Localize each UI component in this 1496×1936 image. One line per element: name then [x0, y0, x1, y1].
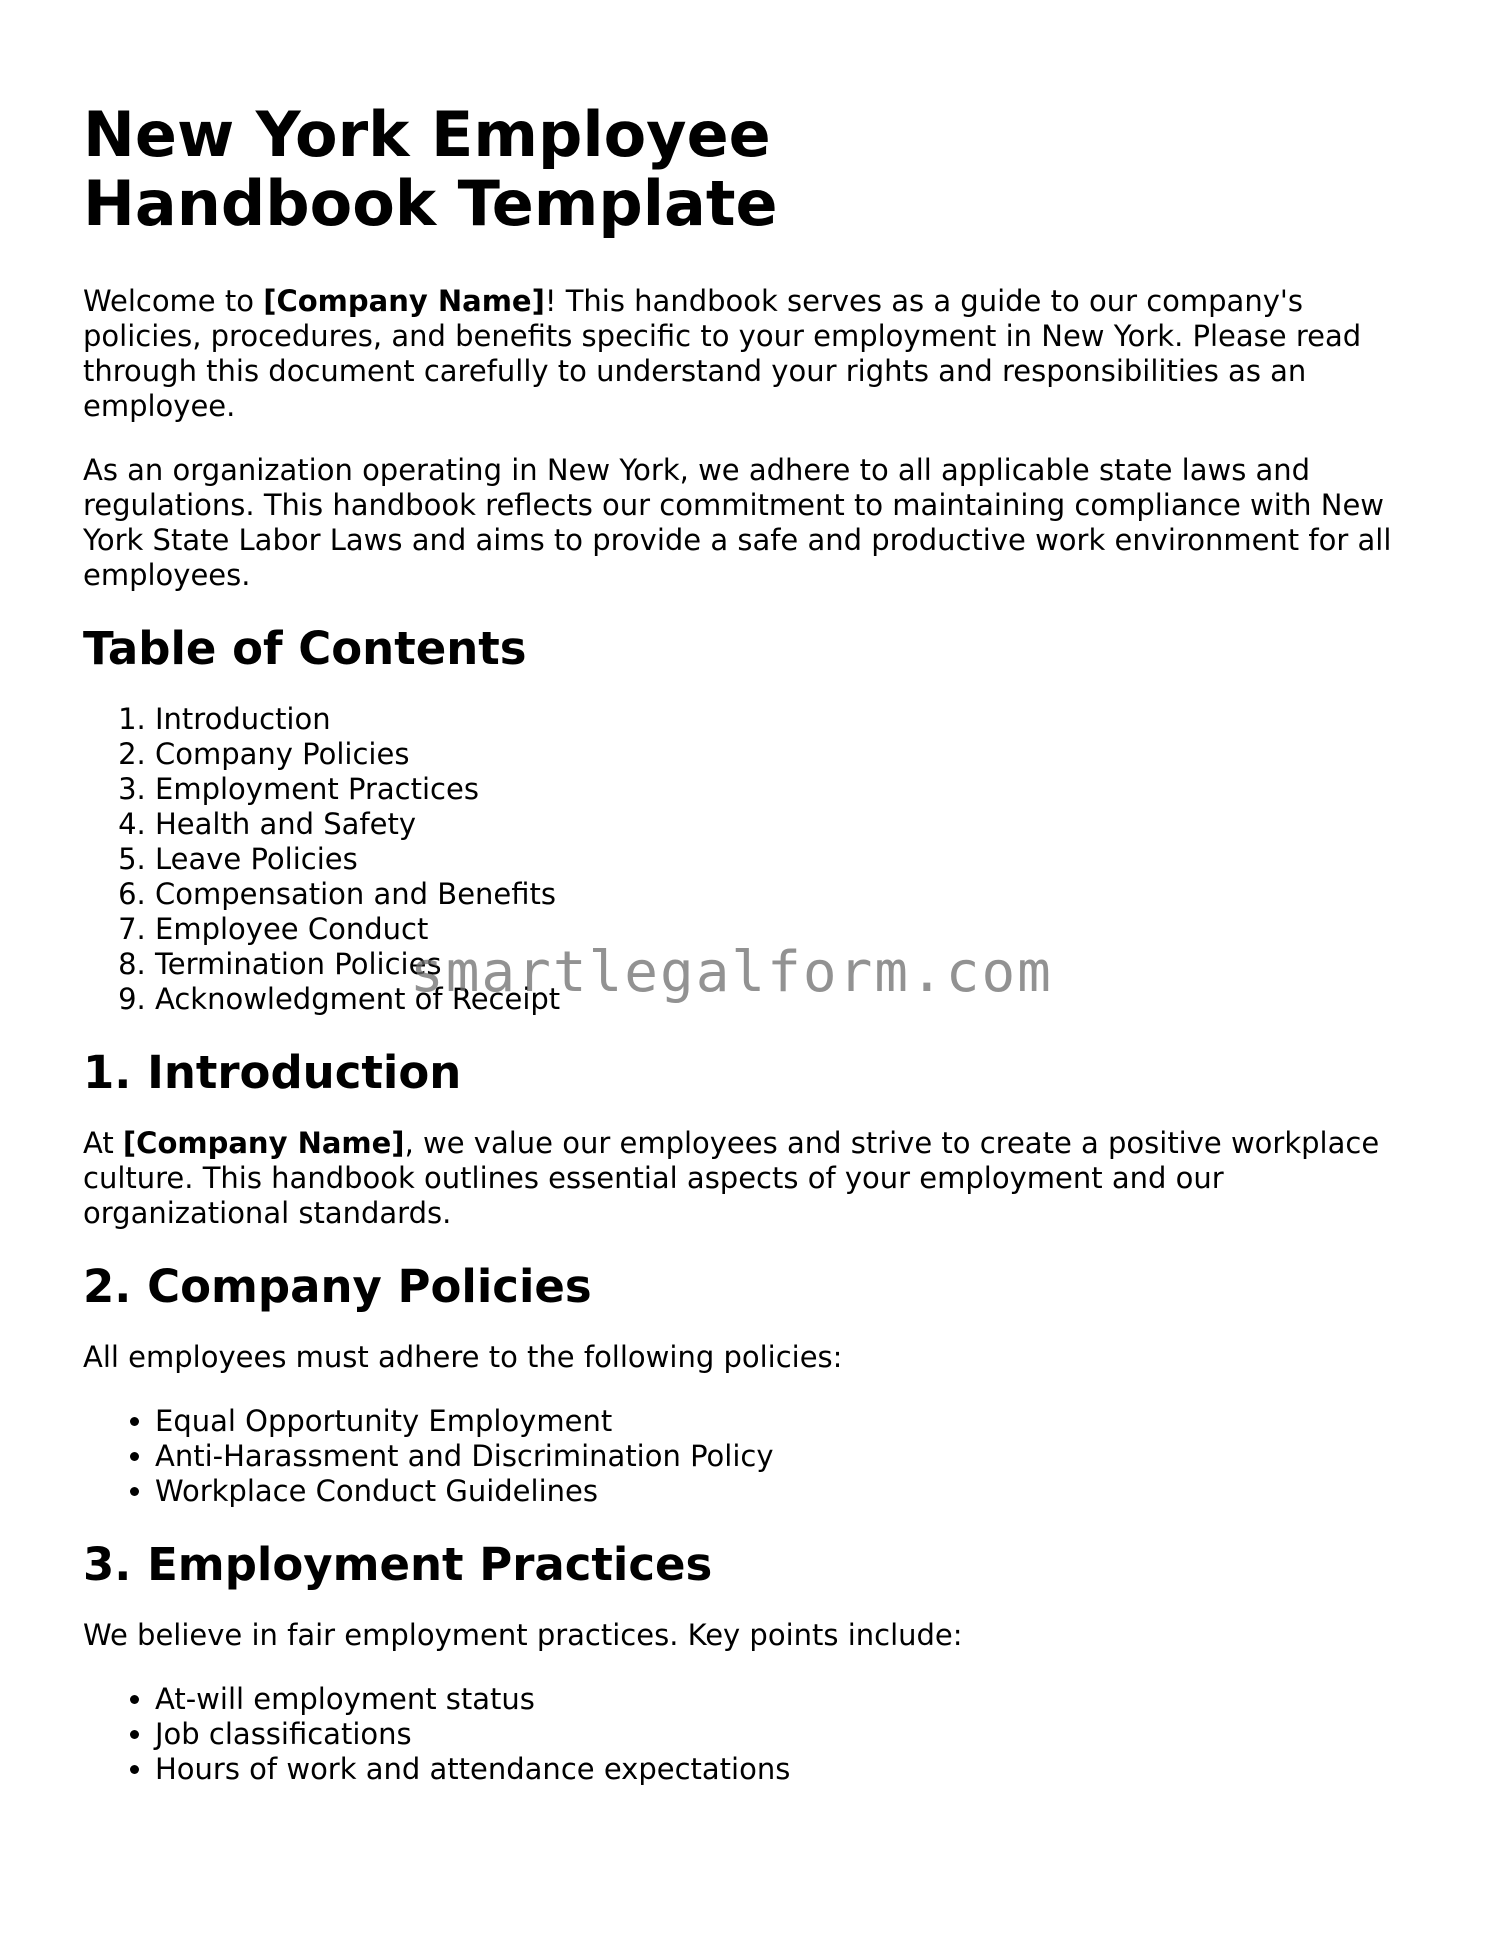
- intro-paragraph-1: [83, 284, 1423, 424]
- practice-item: • At-will employment status: [155, 1682, 1423, 1717]
- toc-item: 6. Compensation and Benefits: [155, 877, 1423, 912]
- policy-item: • Equal Opportunity Employment: [155, 1404, 1423, 1439]
- watermark: smartlegalform.com: [410, 940, 1053, 1005]
- section-1-suffix: , we value our employees and strive to create a positive workplace culture. This handbook outlines essential aspects of your employment and our organizational standards.: [83, 1126, 1380, 1230]
- toc-item: 1. Introduction: [155, 702, 1423, 737]
- section-2-list: [83, 1404, 1423, 1509]
- intro-p1-suffix: ! This handbook serves as a guide to our company's policies, procedures, and benefits specific to your employment in New York. Please read through this document carefully to understand your rights and responsibilities as an employee.: [83, 284, 1362, 423]
- section-2-heading: 2. Company Policies: [83, 1260, 592, 1313]
- intro-p1-prefix: Welcome to: [83, 284, 264, 318]
- toc-item: 7. Employee Conduct: [155, 912, 1423, 947]
- section-1-text: [83, 1126, 1423, 1231]
- policy-item: • Workplace Conduct Guidelines: [155, 1474, 1423, 1509]
- section-3-list: [83, 1682, 1423, 1787]
- toc-item: 8. Termination Policies: [155, 947, 1423, 982]
- section-1-heading: 1. Introduction: [83, 1046, 462, 1099]
- intro-paragraph-2: As an organization operating in New York, we adhere to all applicable state laws and regulations. This handbook reflects our commitment to maintaining compliance with New York State Labor Laws and aims to provide a safe and productive work environment for all employees.: [83, 453, 1392, 592]
- policy-item: • Anti-Harassment and Discrimination Policy: [155, 1439, 1423, 1474]
- section-1-prefix: At: [83, 1126, 123, 1160]
- section-3-heading: 3. Employment Practices: [83, 1538, 713, 1591]
- toc-item: 9. Acknowledgment of Receipt: [155, 982, 1423, 1017]
- section-2-lead: All employees must adhere to the following policies:: [83, 1340, 843, 1374]
- toc-item: 3. Employment Practices: [155, 772, 1423, 807]
- toc-heading: Table of Contents: [83, 622, 527, 675]
- toc-item: 2. Company Policies: [155, 737, 1423, 772]
- section-3-lead: We believe in fair employment practices. Key points include:: [83, 1618, 963, 1652]
- company-name-placeholder: [Company Name]: [122, 1126, 405, 1160]
- practice-item: • Hours of work and attendance expectations: [155, 1752, 1423, 1787]
- practice-item: • Job classifications: [155, 1717, 1423, 1752]
- company-name-placeholder: [Company Name]: [263, 284, 545, 318]
- page-title: New York Employee Handbook Template: [83, 98, 778, 240]
- toc-item: 4. Health and Safety: [155, 807, 1423, 842]
- toc-item: 5. Leave Policies: [155, 842, 1423, 877]
